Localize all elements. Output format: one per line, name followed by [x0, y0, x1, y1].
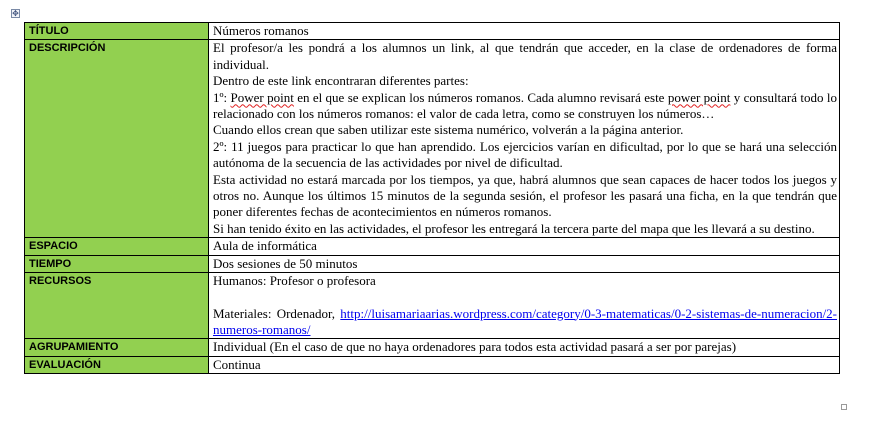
p3-prefix: 1º:: [213, 89, 231, 105]
descripcion-value[interactable]: [209, 40, 840, 238]
titulo-label: TÍTULO: [25, 23, 209, 40]
materiales-link[interactable]: http://luisamariaarias.wordpress.com/category/0-3-matematicas/0-2-sistemas-de-numeracion/2-numeros-romanos/: [213, 305, 838, 337]
table-row-evaluacion: [25, 356, 840, 373]
recursos-value[interactable]: [209, 273, 840, 339]
recursos-label: RECURSOS: [25, 273, 209, 339]
p3-middle: en el que se explican los números romanos. Cada alumno revisará este: [293, 89, 668, 105]
tiempo-label: TIEMPO: [25, 255, 209, 272]
activity-table: [24, 22, 840, 374]
materiales-label: Materiales: Ordenador,: [213, 305, 336, 321]
descripcion-paragraph-3: [213, 90, 837, 123]
titulo-value[interactable]: Números romanos: [209, 23, 840, 40]
recursos-materiales: [213, 306, 837, 339]
descripcion-paragraph-5: 2º: 11 juegos para practicar lo que han aprendido. Los ejercicios varían en dificultad, por lo que se hará una selección autónoma de la secuencia de las actividades por nivel de dificultad.: [213, 138, 837, 171]
descripcion-paragraph-7: Si han tenido éxito en las actividades, el profesor les entregará la tercera parte del mapa que les llevará a su destino.: [213, 220, 815, 236]
spelling-flag-power-point[interactable]: Power point: [230, 89, 294, 105]
table-row-titulo: [25, 23, 840, 40]
agrupamiento-label: AGRUPAMIENTO: [25, 339, 209, 356]
descripcion-paragraph-1: El profesor/a les pondrá a los alumnos un link, al que tendrán que acceder, en la clase de ordenadores de forma individual.: [213, 40, 837, 72]
table-row-tiempo: [25, 255, 840, 272]
table-row-descripcion: [25, 40, 840, 238]
table-move-handle[interactable]: [11, 9, 20, 18]
move-cross-icon: ✥: [12, 8, 19, 18]
recursos-blank-line: [213, 290, 837, 306]
agrupamiento-value[interactable]: Individual (En el caso de que no haya ordenadores para todos esta actividad pasará a ser por parejas): [209, 339, 840, 356]
evaluacion-label: EVALUACIÓN: [25, 356, 209, 373]
table-row-espacio: [25, 238, 840, 255]
descripcion-paragraph-2: Dentro de este link encontraran diferentes partes:: [213, 73, 469, 89]
table-row-agrupamiento: [25, 339, 840, 356]
evaluacion-value[interactable]: Continua: [209, 356, 840, 373]
recursos-humanos: Humanos: Profesor o profesora: [213, 273, 376, 289]
p3-rest: y consultará todo lo relacionado con los números romanos: el valor de cada letra, como se construyen los números…: [213, 89, 837, 122]
espacio-label: ESPACIO: [25, 238, 209, 255]
table-resize-handle[interactable]: [841, 404, 847, 410]
descripcion-paragraph-4: Cuando ellos crean que saben utilizar este sistema numérico, volverán a la página anterior.: [213, 122, 684, 138]
spelling-flag-power-point-2[interactable]: power point: [667, 89, 731, 105]
espacio-value[interactable]: Aula de informática: [209, 238, 840, 255]
table-row-recursos: [25, 273, 840, 339]
descripcion-label: DESCRIPCIÓN: [25, 40, 209, 238]
tiempo-value[interactable]: Dos sesiones de 50 minutos: [209, 255, 840, 272]
descripcion-paragraph-6: Esta actividad no estará marcada por los tiempos, ya que, habrá alumnos que sean capaces de hacer todos los juegos y otros no. Aunque los últimos 15 minutos de la segunda sesión, el profesor les pasará una ficha, en la que tendrán que poner diferentes fechas de acontecimientos en números romanos.: [213, 171, 837, 220]
